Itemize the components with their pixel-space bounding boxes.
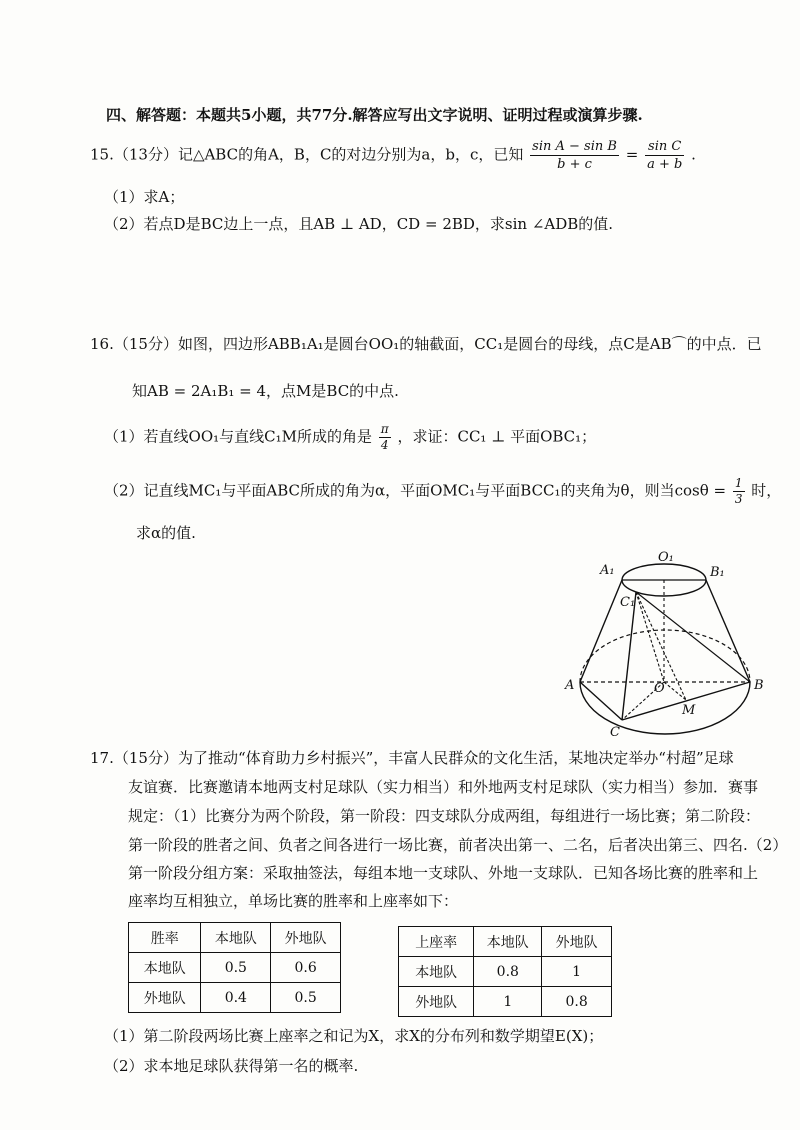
- q16-part2-frac-num: 1: [734, 476, 743, 490]
- q15-eq: =: [625, 145, 639, 164]
- win-rate-cell: 0.5: [201, 953, 271, 983]
- q16-line2: 知AB = 2A₁B₁ = 4，点M是BC的中点.: [132, 382, 399, 400]
- label-c1: C₁: [620, 595, 636, 610]
- q17-line-6: 座率均互相独立，单场比赛的胜率和上座率如下：: [128, 892, 459, 910]
- q15-frac2-num: sin C: [645, 138, 684, 156]
- win-rate-cell: 0.4: [201, 983, 271, 1013]
- q16-part2-post: 时，: [751, 481, 782, 500]
- q16-part2-frac-den: 3: [734, 492, 743, 506]
- attendance-cell: 外地队: [399, 987, 474, 1017]
- q15-frac2-den: a + b: [647, 157, 683, 172]
- attendance-cell: 本地队: [399, 957, 474, 987]
- attendance-cell: 1: [542, 957, 612, 987]
- q15-part2: （2）若点D是BC边上一点，且AB ⊥ AD，CD = 2BD，求sin ∠ADB的值.: [104, 215, 614, 233]
- attendance-row: [399, 957, 612, 987]
- q15-part1: （1）求A；: [104, 188, 185, 206]
- section-header: 四、解答题：本题共5小题，共77分.解答应写出文字说明、证明过程或演算步骤.: [106, 106, 643, 124]
- q15-stem-post: .: [691, 145, 696, 164]
- win-rate-header-cell: 胜率: [129, 923, 201, 953]
- label-o1: O₁: [658, 550, 674, 565]
- q16-part2-line2: 求α的值.: [136, 524, 196, 542]
- attendance-header-cell: 上座率: [399, 927, 474, 957]
- q16-part1-frac-den: 4: [380, 438, 389, 452]
- frustum-figure: [560, 548, 775, 740]
- attendance-row: [399, 987, 612, 1017]
- attendance-cell: 0.8: [542, 987, 612, 1017]
- q17-line-4: 第一阶段的胜者之间、负者之间各进行一场比赛，前者决出第一、二名，后者决出第三、四名.（2）: [128, 836, 788, 854]
- attendance-cell: 1: [474, 987, 542, 1017]
- label-a1: A₁: [600, 563, 615, 578]
- label-c: C: [610, 725, 620, 740]
- q16-part1-frac-num: π: [380, 422, 389, 436]
- attendance-cell: 0.8: [474, 957, 542, 987]
- q17-part2: （2）求本地足球队获得第一名的概率.: [104, 1057, 359, 1075]
- win-rate-cell: 外地队: [129, 983, 201, 1013]
- win-rate-header-cell: 外地队: [271, 923, 341, 953]
- q16-part2-pre: （2）记直线MC₁与平面ABC所成的角为α，平面OMC₁与平面BCC₁的夹角为θ，则当cosθ =: [104, 481, 727, 500]
- attendance-table: [398, 926, 612, 1017]
- win-rate-row: [129, 983, 341, 1013]
- attendance-header-cell: 外地队: [542, 927, 612, 957]
- win-rate-cell: 0.6: [271, 953, 341, 983]
- q16-part2-fraction: [733, 476, 745, 507]
- label-m: M: [682, 703, 696, 718]
- q17-line-2: 友谊赛．比赛邀请本地两支村足球队（实力相当）和外地两支村足球队（实力相当）参加．赛事: [128, 778, 759, 796]
- win-rate-header-row: [129, 923, 341, 953]
- segment-c1-o: [636, 592, 664, 682]
- segment-c1-b: [636, 592, 750, 682]
- q16-part1-fraction: [379, 422, 391, 453]
- win-rate-table: [128, 922, 341, 1013]
- segment-o-m: [664, 682, 686, 700]
- win-rate-header-cell: 本地队: [201, 923, 271, 953]
- win-rate-row: [129, 953, 341, 983]
- label-o: O: [654, 681, 665, 696]
- q16-part2: [104, 476, 781, 507]
- generatrix-right: [706, 580, 750, 682]
- q15-fraction-2: [645, 138, 684, 173]
- win-rate-cell: 0.5: [271, 983, 341, 1013]
- q17-line-3: 规定：（1）比赛分为两个阶段，第一阶段：四支球队分成两组，每组进行一场比赛；第二阶段：: [128, 807, 761, 825]
- generatrix-cc1: [622, 592, 636, 720]
- generatrix-left: [580, 580, 622, 682]
- label-b: B: [754, 678, 764, 693]
- q15-fraction-1: [530, 138, 619, 173]
- attendance-header-cell: 本地队: [474, 927, 542, 957]
- bottom-ellipse-back: [580, 630, 750, 682]
- q16-part1-pre: （1）若直线OO₁与直线C₁M所成的角是: [104, 427, 373, 446]
- label-a: A: [565, 678, 575, 693]
- q16-part1: [104, 422, 596, 453]
- q17-part1: （1）第二阶段两场比赛上座率之和记为X，求X的分布列和数学期望E(X)；: [104, 1027, 604, 1045]
- win-rate-cell: 本地队: [129, 953, 201, 983]
- q16-line1: 16.（15分）如图，四边形ABB₁A₁是圆台OO₁的轴截面，CC₁是圆台的母线，点C是AB⌒的中点．已: [90, 335, 762, 353]
- q16-part1-post: ，求证：CC₁ ⊥ 平面OBC₁；: [397, 427, 597, 446]
- q17-line-5: 第一阶段分组方案：采取抽签法，每组本地一支球队、外地一支球队．已知各场比赛的胜率和上: [128, 864, 759, 882]
- q15-frac1-den: b + c: [557, 157, 592, 172]
- label-b1: B₁: [710, 565, 725, 580]
- q17-line-1: 17.（15分）为了推动“体育助力乡村振兴”，丰富人民群众的文化生活，某地决定举办“村超”足球: [90, 749, 734, 767]
- attendance-header-row: [399, 927, 612, 957]
- q15-frac1-num: sin A − sin B: [532, 139, 617, 154]
- q15-stem: [90, 138, 696, 173]
- q15-stem-pre: 15.（13分）记△ABC的角A，B，C的对边分别为a，b，c，已知: [90, 145, 524, 164]
